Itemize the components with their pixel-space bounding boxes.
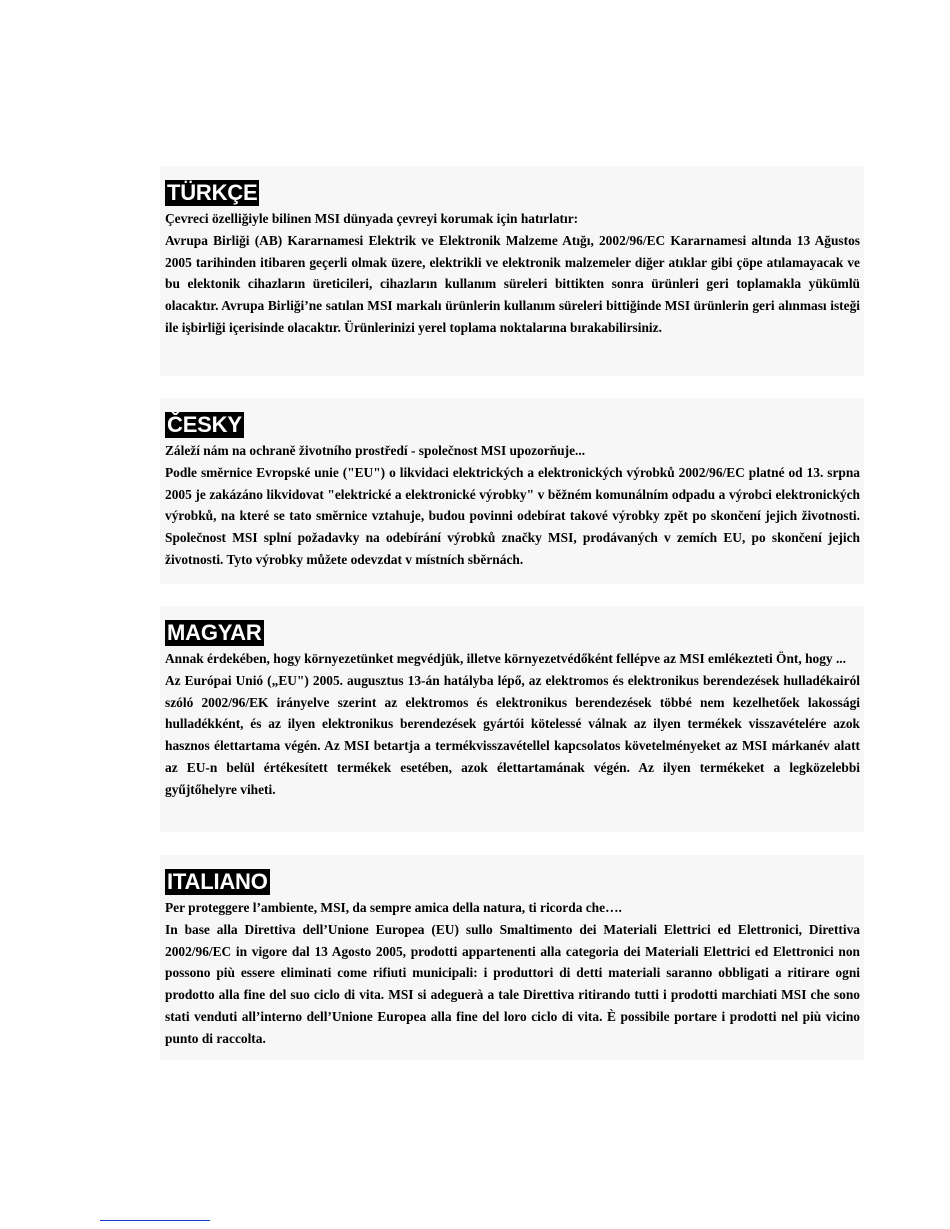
section-heading: MAGYAR [167, 620, 262, 645]
section-intro: Záleží nám na ochraně životního prostředí - společnost MSI upozorňuje... [165, 443, 586, 458]
section-body: Az Európai Unió („EU") 2005. augusztus 13-án hatályba lépő, az elektromos és elektronikus berendezések hulladékairól szóló 2002/96/EK irányelve szerint az elektromos és elektronikus berendezések többé nem kezelhetőek lakossági hulladékként, és az ilyen elektronikus berendezések gyártói kötelessé válnak az ilyen termékek visszavételére azok hasznos élettartama végén. Az MSI betartja a termékvisszavétellel kapcsolatos követelményeket az MSI márkanév alatt az EU-n belül értékesített termékek esetében, azok élettartamának végén. Az ilyen termékeket a legközelebbi gyűjtőhelyre viheti. [165, 672, 860, 797]
footnote-divider [100, 1220, 210, 1221]
section-intro: Annak érdekében, hogy környezetünket megvédjük, illetve környezetvédőként fellépve az MSI emlékezteti Önt, hogy ... [165, 651, 846, 666]
section-heading: ITALIANO [167, 869, 268, 894]
section-body: Podle směrnice Evropské unie ("EU") o likvidaci elektrických a elektronických výrobků 2002/96/EC platné od 13. srpna 2005 je zakázáno likvidovat "elektrické a elektronické výrobky" v běžném komunálním odpadu a výrobci elektronických výrobků, na které se tato směrnice vztahuje, budou povinni odebírat takové výrobky zpět po skončení jejich životnosti. Společnost MSI splní požadavky na odebírání výrobků značky MSI, prodávaných v zemích EU, po skončení jejich životnosti. Tyto výrobky můžete odevzdat v místních sběrnách. [165, 464, 860, 567]
section-intro: Çevreci özelliğiyle bilinen MSI dünyada çevreyi korumak için hatırlatır: [165, 211, 579, 226]
section-italiano [160, 855, 864, 1060]
section-cesky [160, 398, 864, 584]
section-intro: Per proteggere l’ambiente, MSI, da sempre amica della natura, ti ricorda che…. [165, 900, 622, 915]
section-heading: TÜRKÇE [167, 180, 258, 205]
section-body: In base alla Direttiva dell’Unione Europea (EU) sullo Smaltimento dei Materiali Elettrici ed Elettronici, Direttiva 2002/96/EC in vigore dal 13 Agosto 2005, prodotti appartenenti alla categoria dei Materiali Elettrici ed Elettronici non possono più essere eliminati come rifiuti municipali: i produttori di detti materiali saranno obbligati a ritirare ogni prodotto alla fine del suo ciclo di vita. MSI si adeguerà a tale Direttiva ritirando tutti i prodotti marchiati MSI che sono stati venduti all’interno dell’Unione Europea alla fine del loro ciclo di vita. È possibile portare i prodotti nel più vicino punto di raccolta. [165, 921, 860, 1046]
section-turkce [160, 166, 864, 376]
section-body: Avrupa Birliği (AB) Kararnamesi Elektrik ve Elektronik Malzeme Atığı, 2002/96/EC Kararnamesi altında 13 Ağustos 2005 tarihinden itibaren geçerli olmak üzere, elektrikli ve elektronik malzemeler diğer atıklar gibi çöpe atılamayacak ve bu elektonik cihazların üreticileri, cihazların kullanım süreleri bittikten sonra ürünleri geri toplamakla yükümlü olacaktır. Avrupa Birliği’ne satılan MSI markalı ürünlerin kullanım süreleri bittiğinde MSI ürünlerin geri alınması isteği ile işbirliği içerisinde olacaktır. Ürünlerinizi yerel toplama noktalarına bırakabilirsiniz. [165, 232, 860, 335]
section-magyar [160, 606, 864, 832]
section-heading: ČESKY [167, 412, 242, 437]
